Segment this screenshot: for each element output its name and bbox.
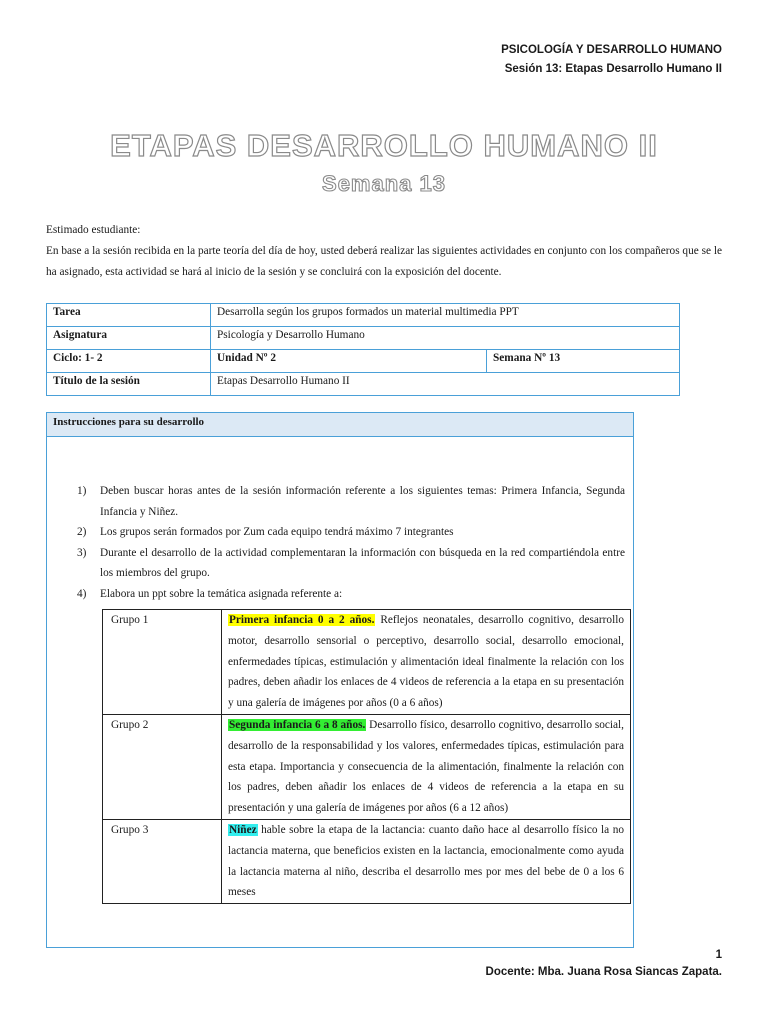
footer-teacher: Docente: Mba. Juana Rosa Siancas Zapata. — [485, 966, 722, 978]
group-description — [222, 714, 631, 819]
table-row — [103, 714, 631, 819]
list-item — [77, 584, 625, 605]
group-description — [222, 819, 631, 903]
tarea-value: Desarrolla según los grupos formados un material multimedia PPT — [211, 304, 680, 327]
group-name: Grupo 3 — [103, 819, 222, 903]
document-title: ETAPAS DESARROLLO HUMANO II — [110, 128, 658, 163]
group-description — [222, 610, 631, 715]
intro-greeting: Estimado estudiante: — [46, 224, 141, 236]
groups-table — [102, 609, 631, 904]
instructions-body — [47, 437, 633, 947]
table-row — [103, 610, 631, 715]
intro-section — [46, 220, 722, 283]
unidad-cell: Unidad Nº 2 — [211, 350, 487, 373]
page-number: 1 — [715, 949, 722, 961]
instructions-box — [46, 412, 634, 948]
intro-body: En base a la sesión recibida en la parte teoría del día de hoy, usted deberá realizar las siguientes actividades en conjunto con los compañeros que se le ha asignado, esta actividad se hará al inicio de la sesión y se concluirá con la exposición del docente. — [46, 245, 722, 278]
list-item — [77, 543, 625, 584]
semana-cell: Semana Nº 13 — [487, 350, 680, 373]
ciclo-cell: Ciclo: 1- 2 — [47, 350, 211, 373]
group-topic-highlight: Segunda infancia 6 a 8 años. — [229, 718, 366, 731]
asignatura-label: Asignatura — [47, 327, 211, 350]
group-topic-text: Reflejos neonatales, desarrollo cognitivo, desarrollo motor, desarrollo sensorial o perceptivo, desarrollo social, desarrollo emocional, enfermedades típicas, estimulación y alimentación ideal finalmente la relación con los padres, deben añadir los enlaces de 4 videos de referencia a la etapa en su presentación y una galería de imágenes por años (0 a 6 años) — [228, 614, 624, 710]
header-course: PSICOLOGÍA Y DESARROLLO HUMANO — [501, 44, 722, 56]
group-topic-highlight: Primera infancia 0 a 2 años. — [229, 614, 375, 626]
item-text: Elabora un ppt sobre la temática asignada referente a: — [100, 587, 343, 600]
group-name: Grupo 1 — [103, 610, 222, 715]
item-number: 4) — [77, 587, 87, 600]
list-item — [77, 481, 625, 522]
session-info-table — [46, 303, 680, 396]
group-topic-highlight: Niñez — [229, 823, 257, 836]
table-row — [47, 373, 680, 396]
asignatura-value: Psicología y Desarrollo Humano — [211, 327, 680, 350]
item-number: 2) — [77, 526, 87, 538]
instructions-list — [77, 481, 625, 604]
item-text: Deben buscar horas antes de la sesión información referente a los siguientes temas: Primera Infancia, Segunda Infancia y Niñez. — [100, 485, 625, 518]
table-row — [47, 327, 680, 350]
item-number: 1) — [77, 485, 87, 497]
page-header — [501, 41, 722, 79]
table-row — [47, 350, 680, 373]
list-item — [77, 522, 625, 543]
group-topic-text: Desarrollo físico, desarrollo cognitivo, desarrollo social, desarrollo de la responsabilidad y los valores, enfermedades típicas, estimulación para esta etapa. Importancia y consecuencia de la alimentación, finalmente la relación con los padres, deben añadir los enlaces de 4 videos de referencia a la etapa en su presentación y una galería de imágenes por años (6 a 12 años) — [228, 718, 625, 815]
titulo-label: Título de la sesión — [47, 373, 211, 396]
group-name: Grupo 2 — [103, 714, 222, 819]
instructions-heading: Instrucciones para su desarrollo — [47, 413, 633, 437]
item-text: Durante el desarrollo de la actividad complementaran la información con búsqueda en la red compartiéndola entre los miembros del grupo. — [100, 546, 625, 579]
titulo-value: Etapas Desarrollo Humano II — [211, 373, 680, 396]
table-row — [103, 819, 631, 903]
header-session: Sesión 13: Etapas Desarrollo Humano II — [504, 63, 722, 75]
table-row — [47, 304, 680, 327]
group-topic-text: hable sobre la etapa de la lactancia: cuanto daño hace al desarrollo físico la no lactancia materna, que beneficios existen en la lactancia, emocionalmente como ayuda la lactancia materna al niño, describa el desarrollo mes por mes del bebe de 0 a los 6 meses — [228, 823, 624, 899]
tarea-label: Tarea — [47, 304, 211, 327]
item-text: Los grupos serán formados por Zum cada equipo tendrá máximo 7 integrantes — [100, 526, 454, 538]
document-subtitle: Semana 13 — [322, 171, 446, 196]
item-number: 3) — [77, 546, 87, 559]
